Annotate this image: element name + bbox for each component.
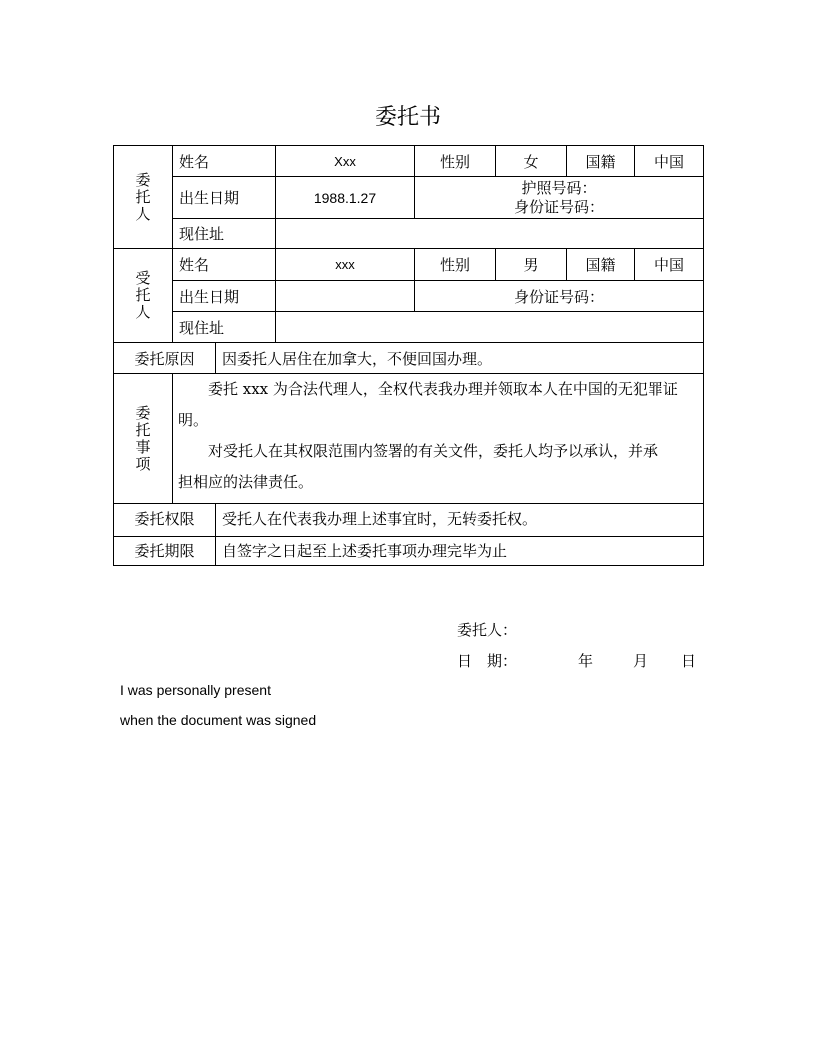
char: 人 [135,204,151,223]
char: 项 [135,454,151,473]
day-label: 日 [681,652,697,670]
principal-nationality: 中国 [634,145,704,177]
agent-gender: 男 [495,248,567,281]
reason-text: 因委托人居住在加拿大，不便回国办理。 [215,342,704,374]
term-label: 委托期限 [113,536,216,566]
char: 事 [135,437,151,456]
year-label: 年 [578,652,594,670]
char: 托 [135,286,151,304]
char: 托 [135,187,151,206]
principal-dob: 1988.1.27 [275,176,415,219]
char: 托 [135,420,151,439]
principal-nationality-label: 国籍 [566,145,635,177]
principal-gender: 女 [495,145,567,177]
principal-signature-label: 委托人： [457,621,518,639]
principal-id-cell [414,176,704,219]
matters-p2b: 担相应的法律责任。 [178,473,314,491]
month-label: 月 [633,652,649,670]
principal-gender-label: 性别 [414,145,496,177]
id-label: 身份证号码： [513,197,604,216]
principal-name: Xxx [275,145,415,177]
agent-nationality-label: 国籍 [566,248,635,281]
agent-name: xxx [275,248,415,281]
term-text: 自签字之日起至上述委托事项办理完毕为止 [215,536,704,566]
agent-dob-label: 出生日期 [172,280,276,312]
agent-nationality: 中国 [634,248,704,281]
principal-address [275,218,704,249]
agent-gender-label: 性别 [414,248,496,281]
matters-p2a: 对受托人在其权限范围内签署的有关文件，委托人均予以承认，并承 [208,442,659,460]
char: 受 [135,269,151,287]
authority-label: 委托权限 [113,503,216,537]
page-title: 委托书 [374,105,441,130]
matters-p1a: 委托 xxx 为合法代理人，全权代表我办理并领取本人在中国的无犯罪证 [208,380,678,398]
principal-name-label: 姓名 [172,145,276,177]
matters-p1b: 明。 [178,411,209,429]
agent-id-label: 身份证号码： [414,280,704,312]
passport-label: 护照号码： [521,178,597,197]
agent-group-label [113,248,173,343]
principal-dob-label: 出生日期 [172,176,276,219]
principal-group-label [113,145,173,249]
note-line-2: when the document was signed [120,712,317,728]
reason-label: 委托原因 [113,342,216,374]
date-label: 日 期： [457,652,518,670]
agent-address [275,311,704,343]
agent-address-label: 现住址 [172,311,276,343]
char: 人 [135,303,151,321]
principal-address-label: 现住址 [172,218,276,249]
char: 委 [135,170,151,189]
authority-text: 受托人在代表我办理上述事宜时，无转委托权。 [215,503,704,537]
char: 委 [135,403,151,422]
agent-name-label: 姓名 [172,248,276,281]
matters-label [113,373,173,504]
note-line-1: I was personally present [120,682,271,698]
agent-dob [275,280,415,312]
